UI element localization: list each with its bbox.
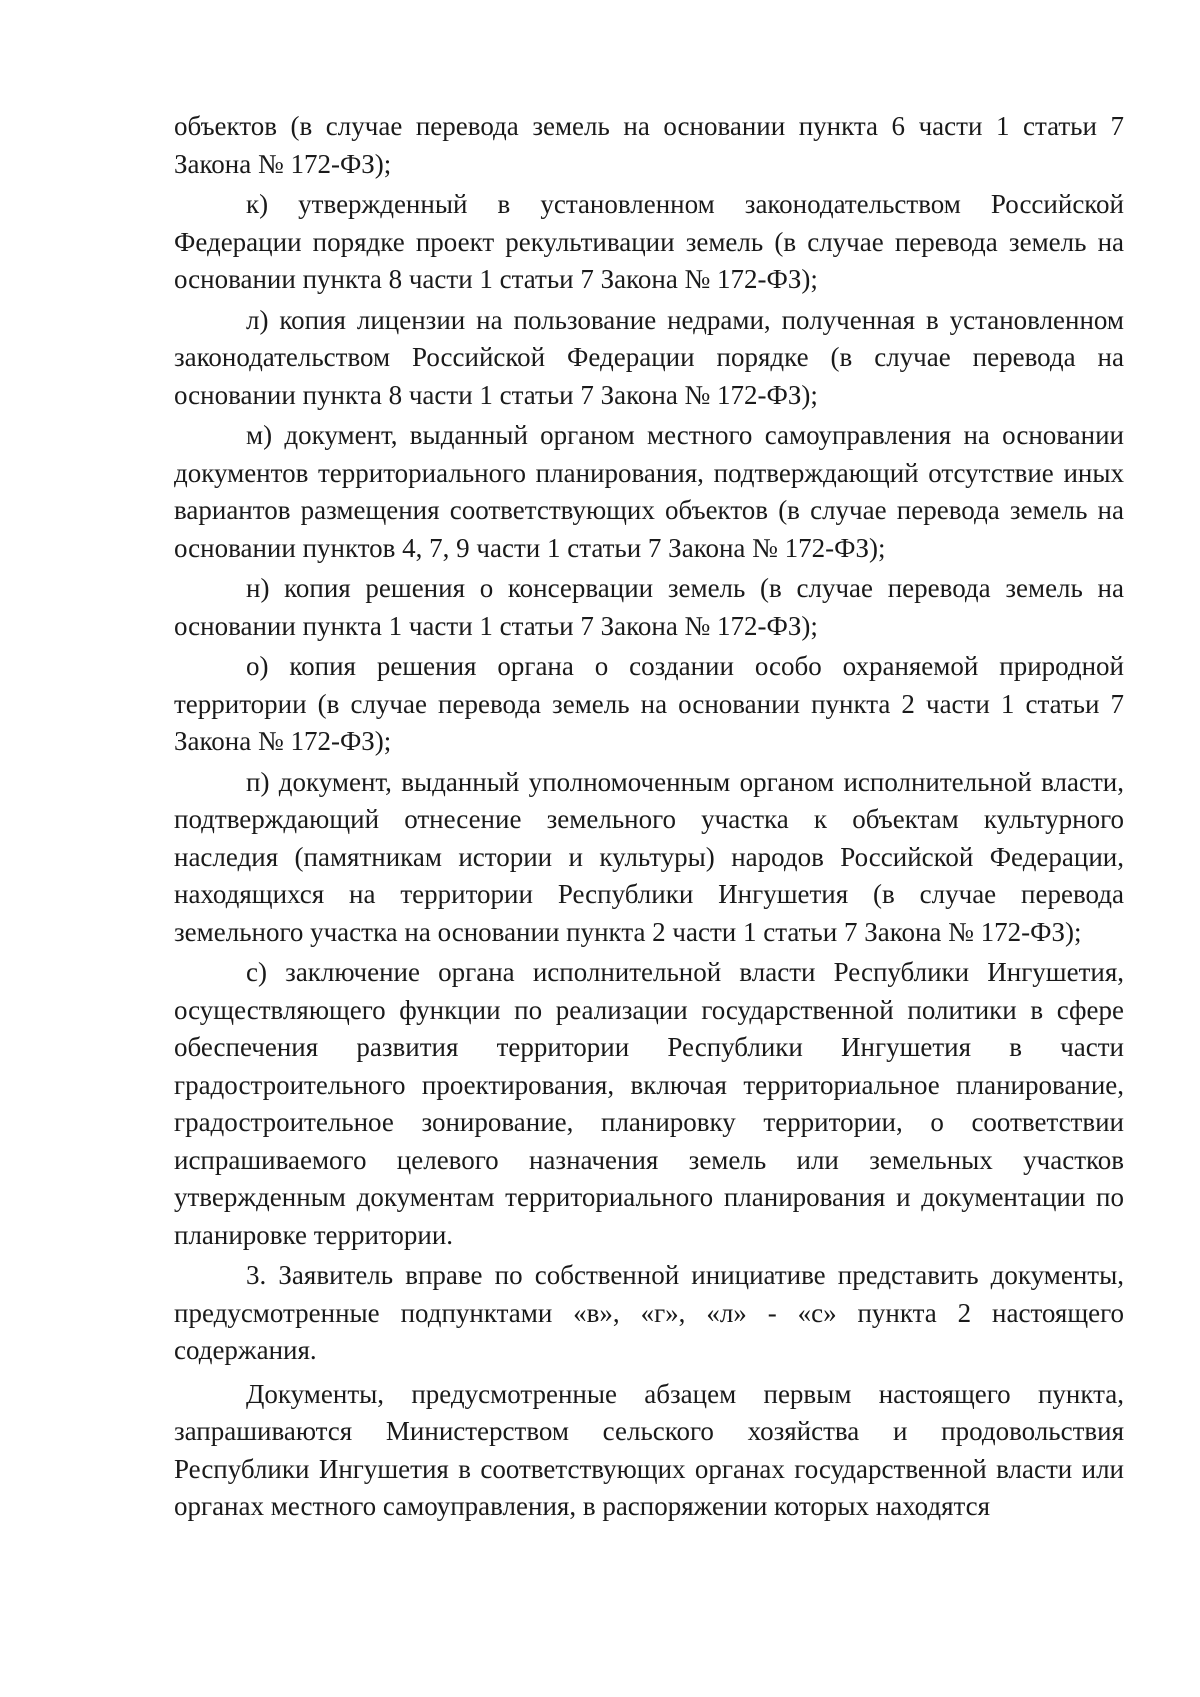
paragraph-documents-requested: Документы, предусмотренные абзацем первым настоящего пункта, запрашиваются Министерством сельского хозяйства и продовольствия Республики Ингушетия в соответствующих органах государственной власти или органах местного самоуправления, в распоряжении которых находятся — [174, 1378, 1124, 1521]
paragraph-point-3: 3. Заявитель вправе по собственной инициативе представить документы, предусмотренные подпунктами «в», «г», «л» - «с» пункта 2 настоящего содержания. — [174, 1260, 1124, 1365]
paragraph-item-l: л) копия лицензии на пользование недрами, полученная в установленном законодательством Российской Федерации порядке (в случае перевода на основании пункта 8 части 1 статьи 7 Закона № 172-ФЗ); — [174, 304, 1124, 410]
paragraph-item-m: м) документ, выданный органом местного самоуправления на основании документов территориального планирования, подтверждающий отсутствие иных вариантов размещения соответствующих объектов (в случае перевода земель на основании пунктов 4, 7, 9 части 1 статьи 7 Закона № 172-ФЗ); — [174, 420, 1124, 563]
document-body — [174, 108, 1124, 1526]
paragraph-item-k: к) утвержденный в установленном законодательством Российской Федерации порядке проект рекультивации земель (в случае перевода земель на основании пункта 8 части 1 статьи 7 Закона № 172-ФЗ); — [174, 189, 1124, 294]
paragraph-continuation: объектов (в случае перевода земель на основании пункта 6 части 1 статьи 7 Закона № 172-ФЗ); — [174, 111, 1124, 179]
paragraph-item-s: с) заключение органа исполнительной власти Республики Ингушетия, осуществляющего функции по реализации государственной политики в сфере обеспечения развития территории Республики Ингушетия в части градостроительного проектирования, включая территориальное планирование, градостроительное зонирование, планировку территории, о соответствии испрашиваемого целевого назначения земель или земельных участков утвержденным документам территориального планирования и документации по планировке территории. — [174, 957, 1124, 1250]
paragraph-item-n: н) копия решения о консервации земель (в случае перевода земель на основании пункта 1 части 1 статьи 7 Закона № 172-ФЗ); — [174, 573, 1124, 641]
paragraph-item-p: п) документ, выданный уполномоченным органом исполнительной власти, подтверждающий отнесение земельного участка к объектам культурного наследия (памятникам истории и культуры) народов Российской Федерации, находящихся на территории Республики Ингушетия (в случае перевода земельного участка на основании пункта 2 части 1 статьи 7 Закона № 172-ФЗ); — [174, 766, 1124, 947]
paragraph-item-o: о) копия решения органа о создании особо охраняемой природной территории (в случае перевода земель на основании пункта 2 части 1 статьи 7 Закона № 172-ФЗ); — [174, 651, 1124, 756]
